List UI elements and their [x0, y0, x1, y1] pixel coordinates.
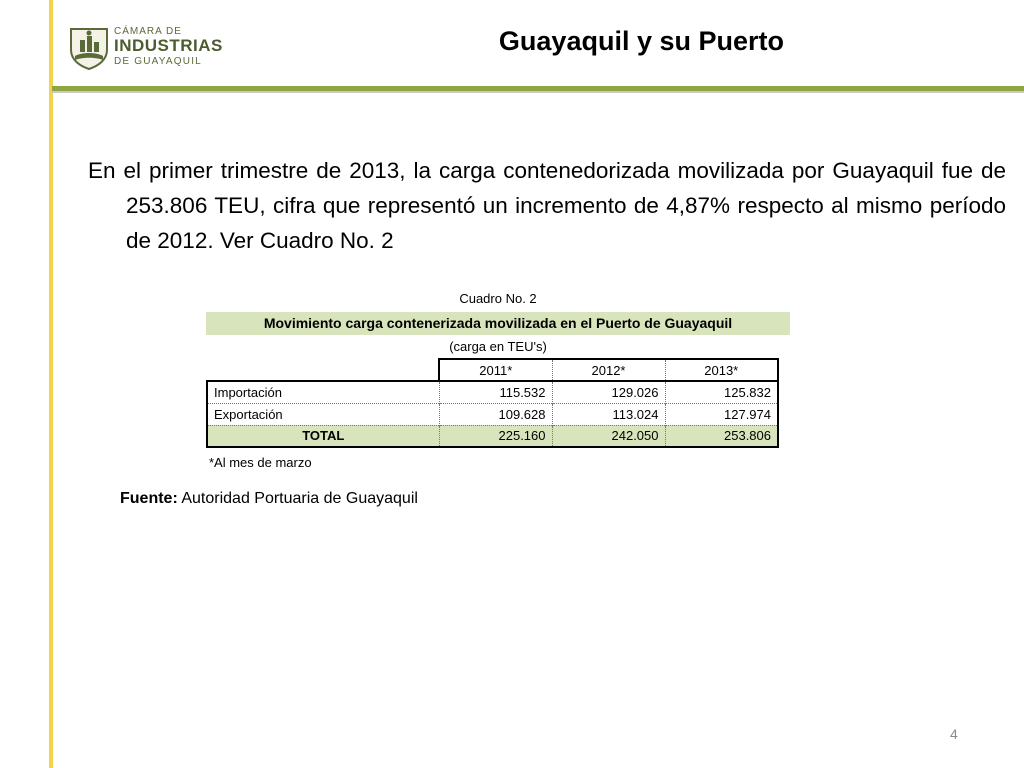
table-title: Movimiento carga contenerizada movilizada en el Puerto de Guayaquil [206, 312, 790, 335]
table-caption: Cuadro No. 2 [459, 291, 537, 306]
source-label: Fuente: [120, 490, 178, 507]
table-cell: 113.024 [552, 403, 665, 425]
table-cell: 115.532 [439, 381, 552, 403]
table-row [207, 403, 778, 425]
row-label: Exportación [207, 403, 439, 425]
page-number: 4 [950, 726, 958, 742]
table-cell: 225.160 [439, 425, 552, 447]
table-cell: 127.974 [665, 403, 778, 425]
table-cell: 242.050 [552, 425, 665, 447]
table-cell: 125.832 [665, 381, 778, 403]
table-cell: 129.026 [552, 381, 665, 403]
body-paragraph: En el primer trimestre de 2013, la carga contenedorizada movilizada por Guayaquil fue de 253.806 TEU, cifra que representó un incremento de 4,87% respecto al mismo período de 2012. Ver Cuadro No. 2 [88, 158, 1006, 253]
table-row [207, 381, 778, 403]
logo-text-line3: DE GUAYAQUIL [114, 56, 202, 67]
table-unit-label: (carga en TEU's) [449, 339, 547, 354]
logo-text-line2: INDUSTRIAS [114, 36, 223, 55]
table-cell: 109.628 [439, 403, 552, 425]
accent-horizontal-shadow [52, 91, 1024, 93]
total-label: TOTAL [207, 425, 439, 447]
logo-text-line1: CÁMARA DE [114, 26, 182, 37]
source-text: Autoridad Portuaria de Guayaquil [177, 490, 418, 507]
row-label: Importación [207, 381, 439, 403]
table-header-row [207, 359, 778, 381]
accent-vertical-line [49, 0, 53, 768]
header-cell-2011: 2011* [439, 359, 552, 381]
table-footnote: *Al mes de marzo [209, 455, 312, 470]
table-total-row [207, 425, 778, 447]
cargo-table [206, 358, 779, 448]
header-empty-cell [207, 359, 439, 381]
camara-industrias-logo [68, 25, 228, 71]
shield-emblem-icon [68, 26, 110, 70]
header-cell-2013: 2013* [665, 359, 778, 381]
slide-title: Guayaquil y su Puerto [498, 26, 784, 56]
header-cell-2012: 2012* [552, 359, 665, 381]
table-cell: 253.806 [665, 425, 778, 447]
source-note [120, 490, 418, 508]
